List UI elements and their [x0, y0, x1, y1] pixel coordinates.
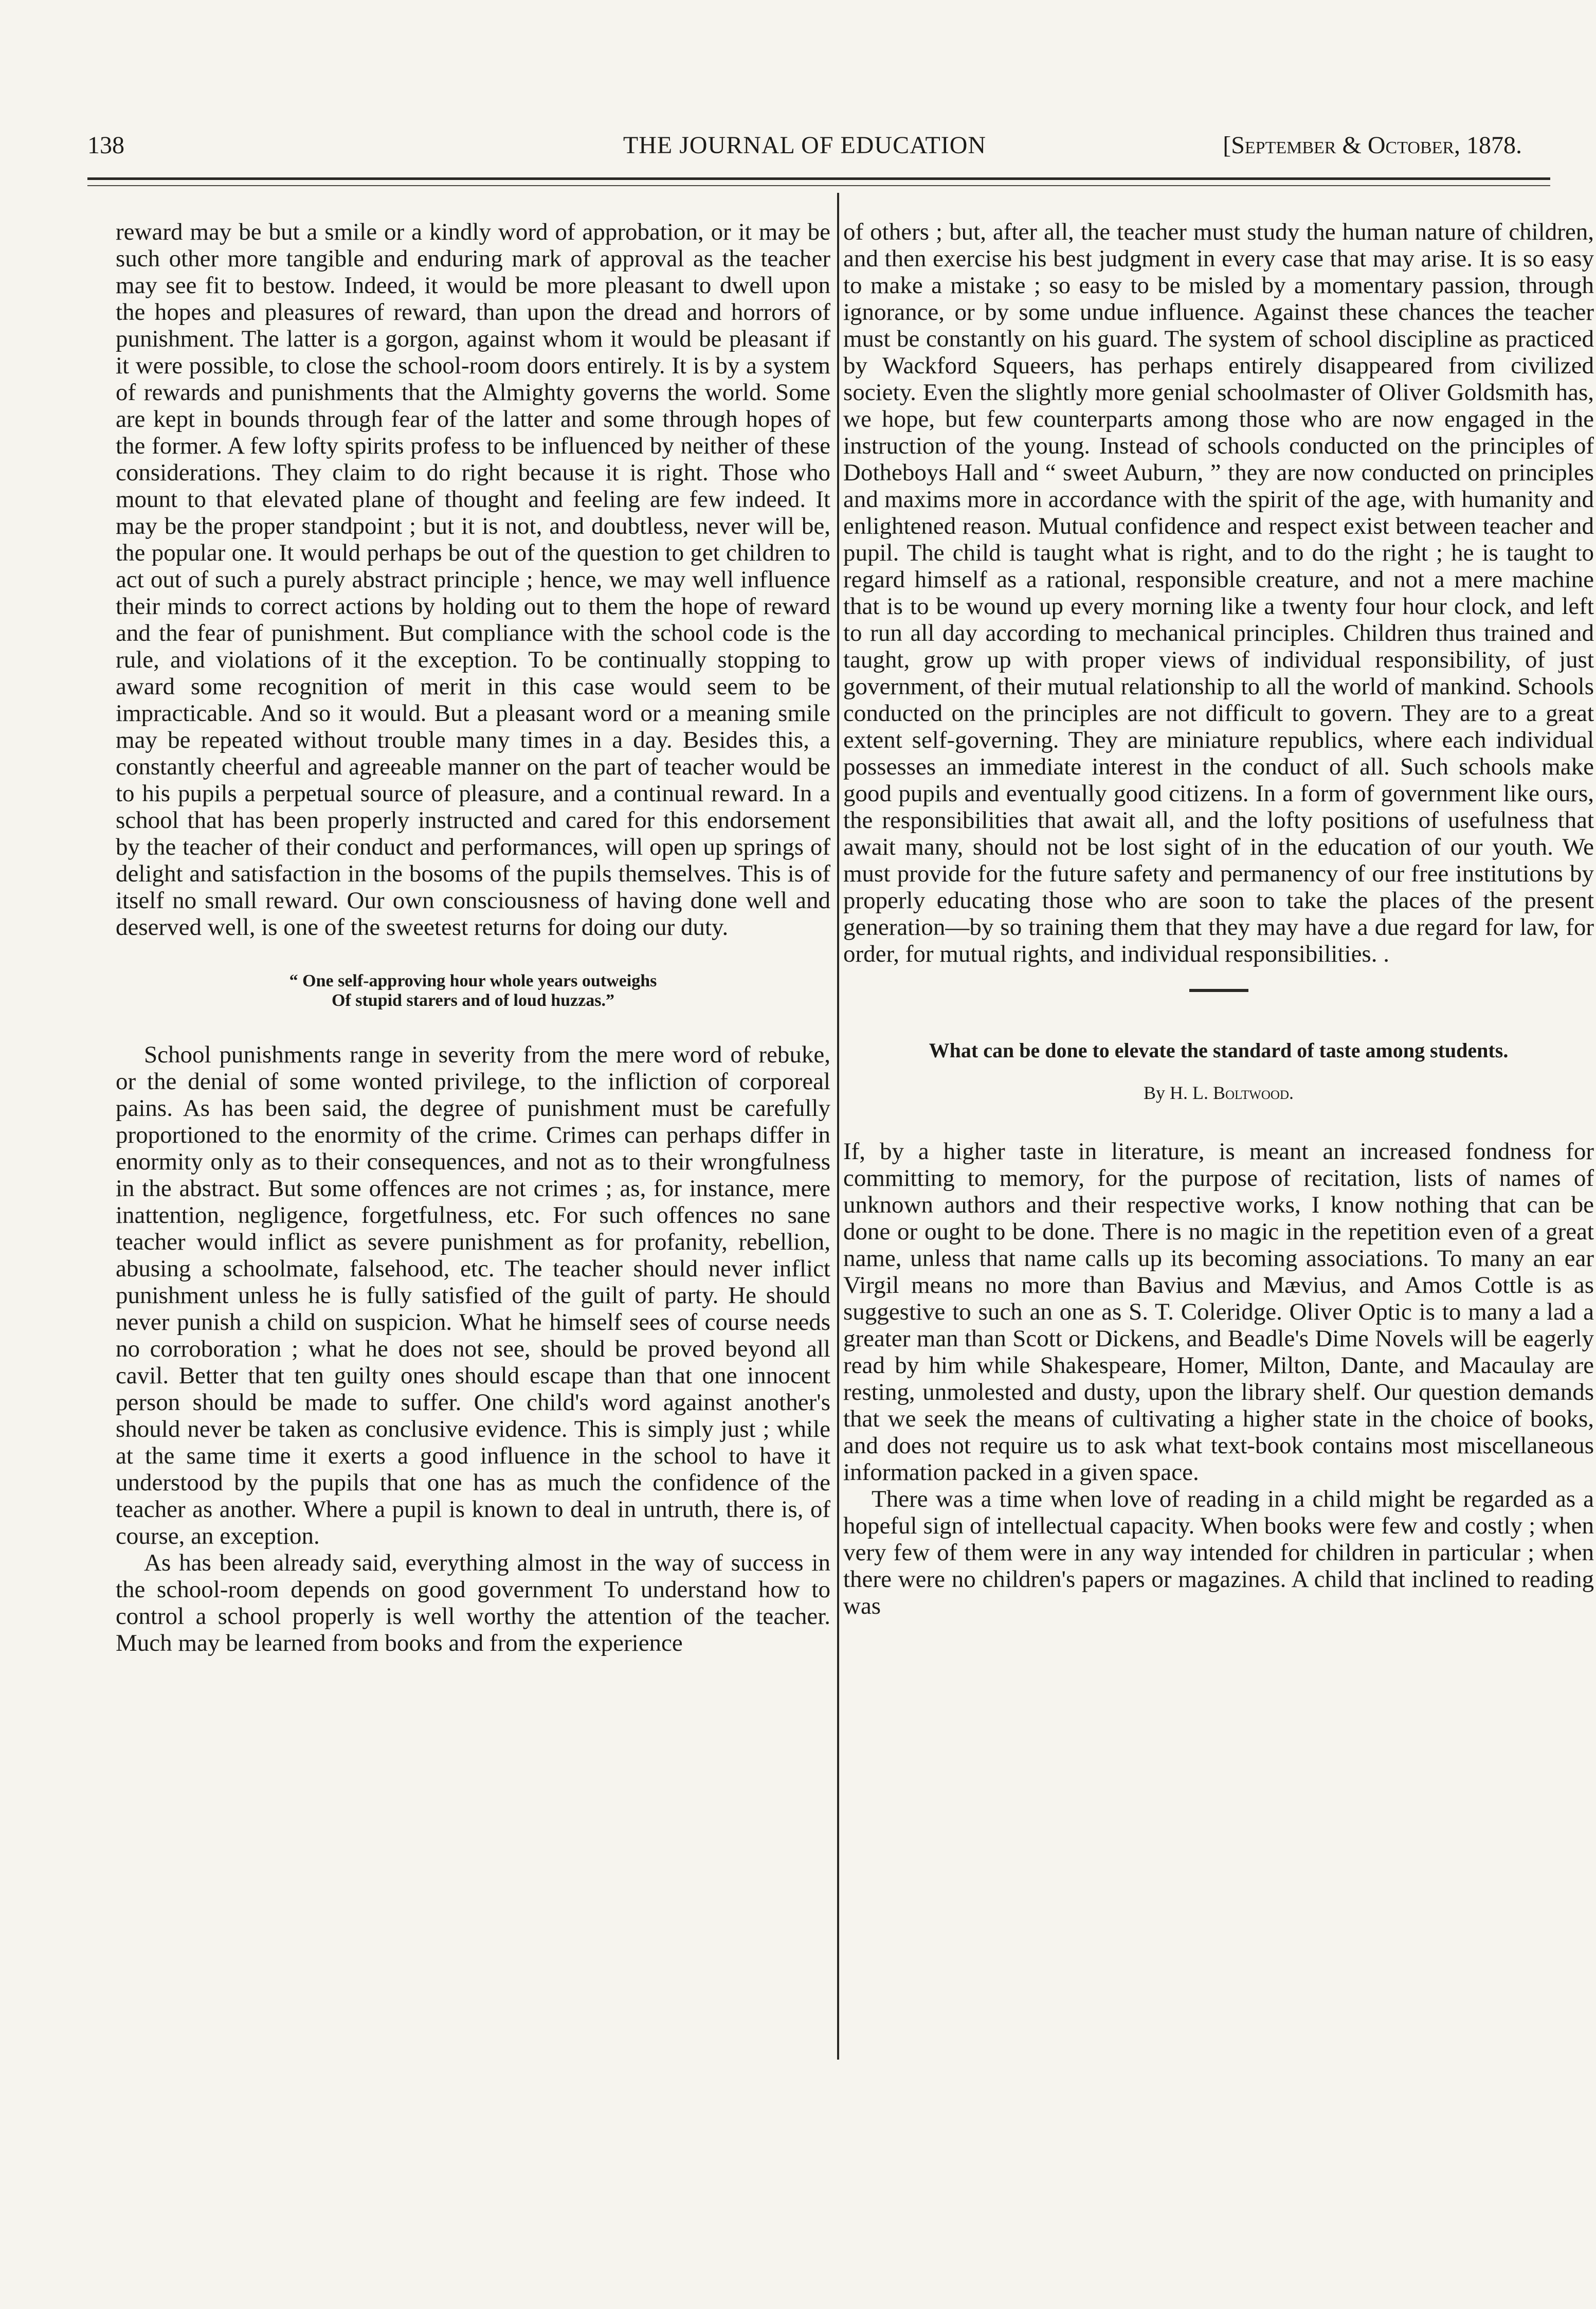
- body-paragraph: School punishments range in severity from the mere word of rebuke, or the denial of some wonted privilege, to the infliction of corporeal pains. As has been said, the degree of punishment must be carefully proportioned to the enormity of the crime. Crimes can perhaps differ in enormity only as to their consequences, and not as to their wrongfulness in the abstract. But some offences are not crimes ; as, for instance, mere inattention, negligence, forgetfulness, etc. For such offences no sane teacher would inflict as severe punishment as for profanity, rebellion, abusing a schoolmate, falsehood, etc. The teacher should never inflict punishment unless he is fully satisfied of the guilt of party. He should never punish a child on suspicion. What he himself sees of course needs no corroboration ; what he does not see, should be proved beyond all cavil. Better that ten guilty ones should escape than that one innocent person should be made to suffer. One child's word against another's should never be taken as conclusive evidence. This is simply just ; while at the same time it exerts a good influence in the school to have it understood by the pupils that one has as much the confidence of the teacher as another. Where a pupil is known to deal in untruth, there is, of course, an exception.: [116, 1041, 830, 1549]
- body-paragraph: of others ; but, after all, the teacher must study the human nature of children, and then exercise his best judgment in every case that may arise. It is so easy to make a mistake ; so easy to be misled by a momentary passion, through ignorance, or by some undue influence. Against these chances the teacher must be constantly on his guard. The system of school discipline as practiced by Wackford Squeers, has perhaps entirely disappeared from civilized society. Even the slightly more genial schoolmaster of Oliver Goldsmith has, we hope, but few counterparts among those who are now engaged in the instruction of the young. Instead of schools conducted on the principles of Dotheboys Hall and “ sweet Auburn, ” they are now conducted on principles and maxims more in accordance with the spirit of the age, with humanity and enlightened reason. Mutual confidence and respect exist between teacher and pupil. The child is taught what is right, and to do the right ; he is taught to regard himself as a rational, responsible creature, and not a mere machine that is to be wound up every morning like a twenty four hour clock, and left to run all day according to mechanical principles. Children thus trained and taught, grow up with proper views of individual responsibility, of just government, of their mutual relationship to all the world of mankind. Schools conducted on the principles are not difficult to govern. They are to a great extent self-governing. They are miniature republics, where each individual possesses an immediate interest in the conduct of all. Such schools make good pupils and eventually good citizens. In a form of government like ours, the responsibilities that await all, and the lofty positions of usefulness that await many, should not be lost sight of in the education of our youth. We must provide for the future safety and permanency of our free institutions by properly educating those who are soon to take the places of the present generation—by so training them that they may have a due regard for law, for order, for mutual rights, and individual responsibilities. .: [843, 219, 1594, 967]
- journal-title: THE JOURNAL OF EDUCATION: [623, 132, 987, 159]
- body-paragraph: If, by a higher taste in literature, is meant an increased fondness for committing to memory, for the purpose of recitation, lists of names of unknown authors and their respective works, I know nothing that can be done or ought to be done. There is no magic in the repetition even of a great name, unless that name calls up its becoming associations. To many an ear Virgil means no more than Bavius and Mævius, and Amos Cottle is as suggestive to such an one as S. T. Coleridge. Oliver Optic is to many a lad a greater man than Scott or Dickens, and Beadle's Dime Novels will be eagerly read by him while Shakespeare, Homer, Milton, Dante, and Macaulay are resting, unmolested and dusty, upon the library shelf. Our question demands that we seek the means of cultivating a higher state in the choice of books, and does not require us to ask what text-book contains most miscellaneous information packed in a given space.: [843, 1138, 1594, 1486]
- quote-line: Of stupid starers and of loud huzzas.”: [331, 991, 615, 1010]
- body-paragraph: As has been already said, everything almost in the way of success in the school-room depends on good government To understand how to control a school properly is well worthy the attention of the teacher. Much may be learned from books and from the experience: [116, 1549, 830, 1656]
- byline-author: Boltwood.: [1212, 1083, 1294, 1103]
- header-rule: [87, 177, 1550, 180]
- article-byline: [843, 1079, 1594, 1106]
- byline-prefix: By H. L.: [1143, 1083, 1208, 1103]
- left-column: [116, 219, 830, 1656]
- body-paragraph: There was a time when love of reading in a child might be regarded as a hopeful sign of intellectual capacity. When books were few and costly ; when very few of them were in any way intended for children in particular ; when there were no children's papers or magazines. A child that inclined to reading was: [843, 1486, 1594, 1619]
- body-paragraph: reward may be but a smile or a kindly word of approbation, or it may be such other more tangible and enduring mark of approval as the teacher may see fit to bestow. Indeed, it would be more pleasant to dwell upon the hopes and pleasures of reward, than upon the dread and horrors of punishment. The latter is a gorgon, against whom it would be pleasant if it were possible, to close the school-room doors entirely. It is by a system of rewards and punishments that the Almighty governs the world. Some are kept in bounds through fear of the latter and some through hopes of the former. A few lofty spirits profess to be influenced by neither of these considerations. They claim to do right because it is right. Those who mount to that elevated plane of thought and feeling are few indeed. It may be the proper standpoint ; but it is not, and doubtless, never will be, the popular one. It would perhaps be out of the question to get children to act out of such a purely abstract principle ; hence, we may well influence their minds to correct actions by holding out to them the hope of reward and the fear of punishment. But compliance with the school code is the rule, and violations of it the exception. To be continually stopping to award some recognition of merit in this case would seem to be impracticable. And so it would. But a pleasant word or a meaning smile may be repeated without trouble many times in a day. Besides this, a constantly cheerful and agreeable manner on the part of teacher would be to his pupils a perpetual source of pleasure, and a continual reward. In a school that has been properly instructed and cared for this endorsement by the teacher of their conduct and performances, will open up springs of delight and satisfaction in the bosoms of the pupils themselves. This is of itself no small reward. Our own consciousness of having done well and deserved well, is one of the sweetest returns for doing our duty.: [116, 219, 830, 941]
- issue-date: [September & October, 1878.: [1223, 132, 1522, 159]
- column-divider: [837, 193, 839, 2060]
- verse-quote: [116, 971, 830, 1011]
- header-rule-thin: [87, 185, 1550, 186]
- page-header: [87, 126, 1522, 167]
- page-number: 138: [87, 132, 124, 159]
- article-title: What can be done to elevate the standard of taste among students.: [929, 1039, 1509, 1062]
- section-divider: [1189, 989, 1248, 992]
- right-column: [843, 219, 1594, 1619]
- quote-line: “ One self-approving hour whole years outweighs: [289, 971, 657, 990]
